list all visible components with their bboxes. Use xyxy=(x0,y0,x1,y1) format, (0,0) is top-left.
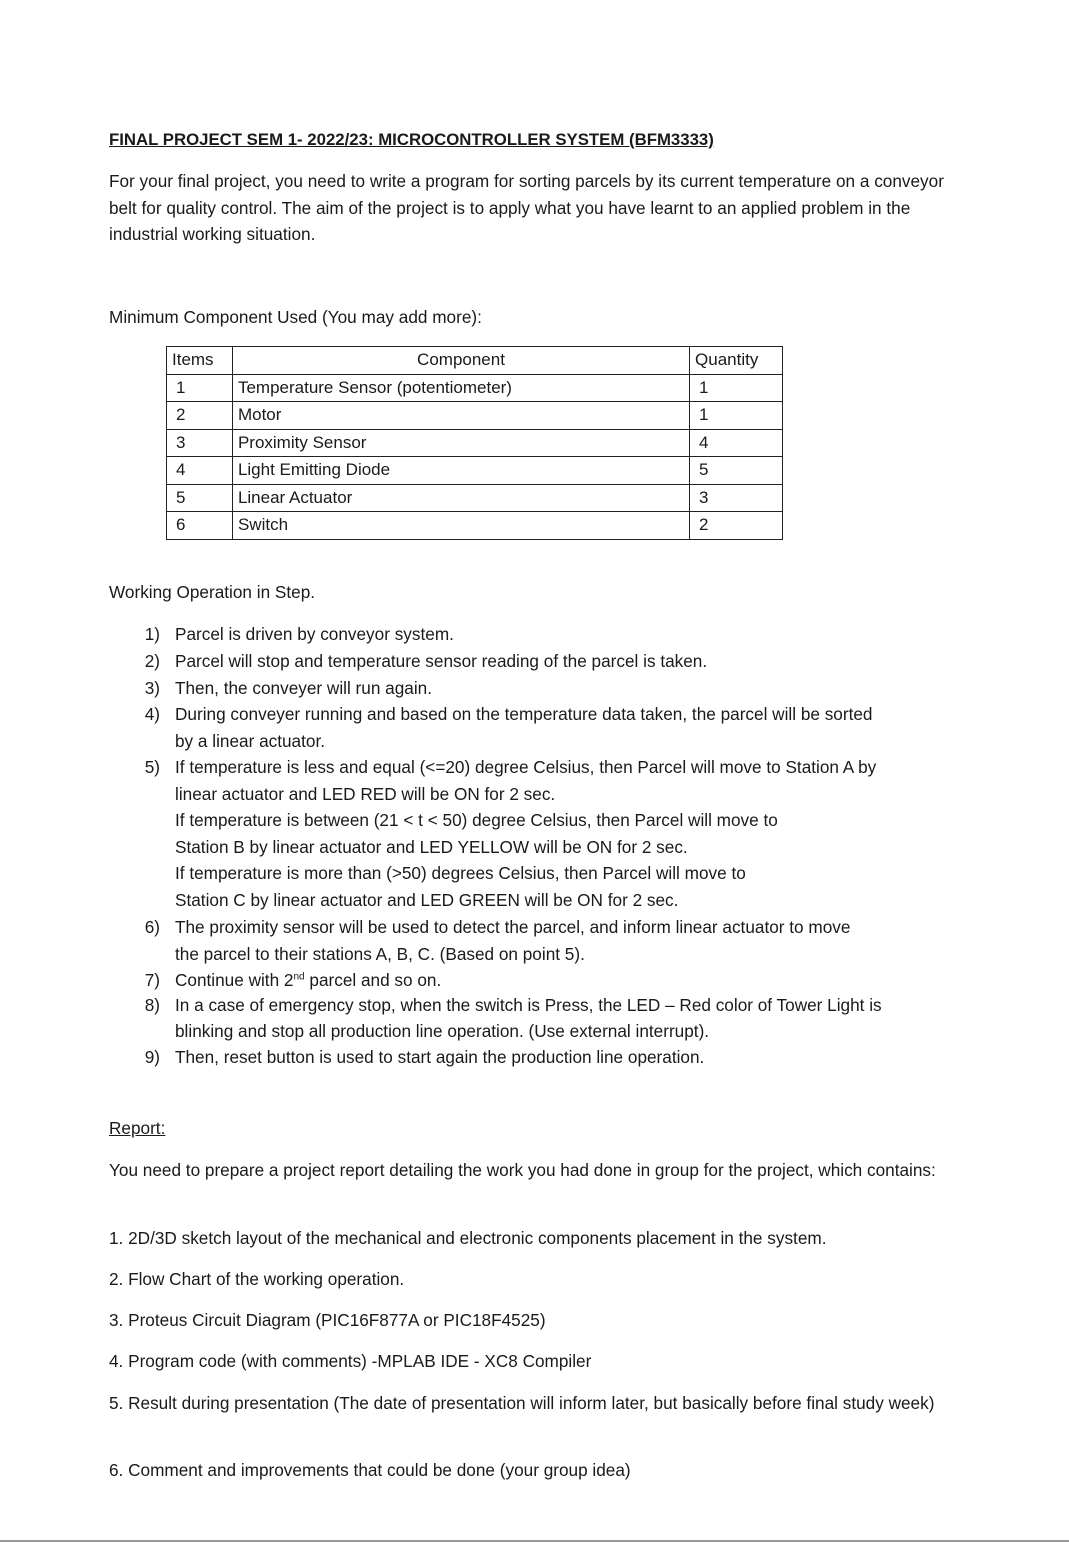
step-item xyxy=(138,675,938,702)
header-items: Items xyxy=(167,347,233,375)
step-item xyxy=(138,621,938,648)
step-text: Parcel is driven by conveyor system. xyxy=(175,624,454,644)
report-item: 6. Comment and improvements that could be done (your group idea) xyxy=(109,1460,631,1480)
components-table xyxy=(166,346,783,540)
document-title: FINAL PROJECT SEM 1- 2022/23: MICROCONTROLLER SYSTEM (BFM3333) xyxy=(109,130,714,149)
ordinal-suffix: nd xyxy=(293,971,305,983)
item-number: 4 xyxy=(167,457,233,485)
step-text-part: Continue with 2 xyxy=(175,970,294,990)
report-item: 2. Flow Chart of the working operation. xyxy=(109,1269,405,1289)
item-number: 6 xyxy=(167,512,233,540)
component-name: Temperature Sensor (potentiometer) xyxy=(232,374,689,402)
step-number: 9) xyxy=(144,1047,160,1067)
component-quantity: 3 xyxy=(690,484,783,512)
step-item xyxy=(138,967,938,994)
step-number: 4) xyxy=(144,704,160,724)
operation-heading: Working Operation in Step. xyxy=(109,582,316,602)
step-text: Station C by linear actuator and LED GREEN will be ON for 2 sec. xyxy=(175,890,679,910)
item-number: 5 xyxy=(167,484,233,512)
step-text: by a linear actuator. xyxy=(175,731,326,751)
step-text: linear actuator and LED RED will be ON for 2 sec. xyxy=(175,784,556,804)
table-row xyxy=(167,429,783,457)
step-item xyxy=(138,754,938,914)
step-text: Then, the conveyer will run again. xyxy=(175,678,432,698)
step-text: If temperature is more than (>50) degrees Celsius, then Parcel will move to xyxy=(175,863,746,883)
header-quantity: Quantity xyxy=(690,347,783,375)
item-number: 1 xyxy=(167,374,233,402)
table-row xyxy=(167,457,783,485)
component-name: Proximity Sensor xyxy=(232,429,689,457)
step-text: Then, reset button is used to start again the production line operation. xyxy=(175,1047,705,1067)
table-row xyxy=(167,402,783,430)
step-item xyxy=(138,992,938,1046)
step-number: 8) xyxy=(144,995,160,1015)
page-bottom-rule xyxy=(0,1540,1069,1542)
components-heading: Minimum Component Used (You may add more): xyxy=(109,307,482,327)
table-row xyxy=(167,374,783,402)
step-number: 7) xyxy=(144,970,160,990)
component-name: Linear Actuator xyxy=(232,484,689,512)
step-item xyxy=(138,648,938,675)
component-quantity: 1 xyxy=(690,374,783,402)
step-number: 2) xyxy=(144,651,160,671)
step-text: the parcel to their stations A, B, C. (Based on point 5). xyxy=(175,944,585,964)
step-text: During conveyer running and based on the temperature data taken, the parcel will be sorted xyxy=(175,704,873,724)
report-item: 4. Program code (with comments) -MPLAB IDE - XC8 Compiler xyxy=(109,1351,592,1371)
step-text: If temperature is between (21 < t < 50) degree Celsius, then Parcel will move to xyxy=(175,810,778,830)
step-number: 5) xyxy=(144,757,160,777)
step-text: blinking and stop all production line operation. (Use external interrupt). xyxy=(175,1021,710,1041)
component-name: Light Emitting Diode xyxy=(232,457,689,485)
step-number: 6) xyxy=(144,917,160,937)
step-number: 1) xyxy=(144,624,160,644)
step-text: If temperature is less and equal (<=20) degree Celsius, then Parcel will move to Station A by xyxy=(175,757,877,777)
step-number: 3) xyxy=(144,678,160,698)
table-row xyxy=(167,484,783,512)
report-intro: You need to prepare a project report detailing the work you had done in group for the project, which contains: xyxy=(109,1160,936,1180)
component-quantity: 5 xyxy=(690,457,783,485)
report-item: 5. Result during presentation (The date of presentation will inform later, but basically before final study week) xyxy=(109,1393,935,1413)
header-component: Component xyxy=(232,347,689,375)
intro-paragraph: For your final project, you need to write a program for sorting parcels by its current temperature on a conveyor belt for quality control. The aim of the project is to apply what you have learnt to an applied problem in the industrial working situation. xyxy=(109,171,944,244)
table-header-row xyxy=(167,347,783,375)
step-text: The proximity sensor will be used to detect the parcel, and inform linear actuator to move xyxy=(175,917,851,937)
step-text-part: parcel and so on. xyxy=(304,970,442,990)
item-number: 3 xyxy=(167,429,233,457)
component-quantity: 2 xyxy=(690,512,783,540)
step-text: Parcel will stop and temperature sensor reading of the parcel is taken. xyxy=(175,651,708,671)
step-text: Station B by linear actuator and LED YELLOW will be ON for 2 sec. xyxy=(175,837,688,857)
component-quantity: 1 xyxy=(690,402,783,430)
component-name: Switch xyxy=(232,512,689,540)
component-quantity: 4 xyxy=(690,429,783,457)
report-item: 1. 2D/3D sketch layout of the mechanical and electronic components placement in the system. xyxy=(109,1228,827,1248)
step-text xyxy=(175,967,945,994)
step-text: In a case of emergency stop, when the switch is Press, the LED – Red color of Tower Light is xyxy=(175,995,882,1015)
step-item xyxy=(138,701,938,755)
component-name: Motor xyxy=(232,402,689,430)
table-row xyxy=(167,512,783,540)
report-title: Report: xyxy=(109,1118,166,1138)
report-item: 3. Proteus Circuit Diagram (PIC16F877A or PIC18F4525) xyxy=(109,1310,546,1330)
step-item xyxy=(138,914,938,968)
step-item xyxy=(138,1044,938,1071)
item-number: 2 xyxy=(167,402,233,430)
